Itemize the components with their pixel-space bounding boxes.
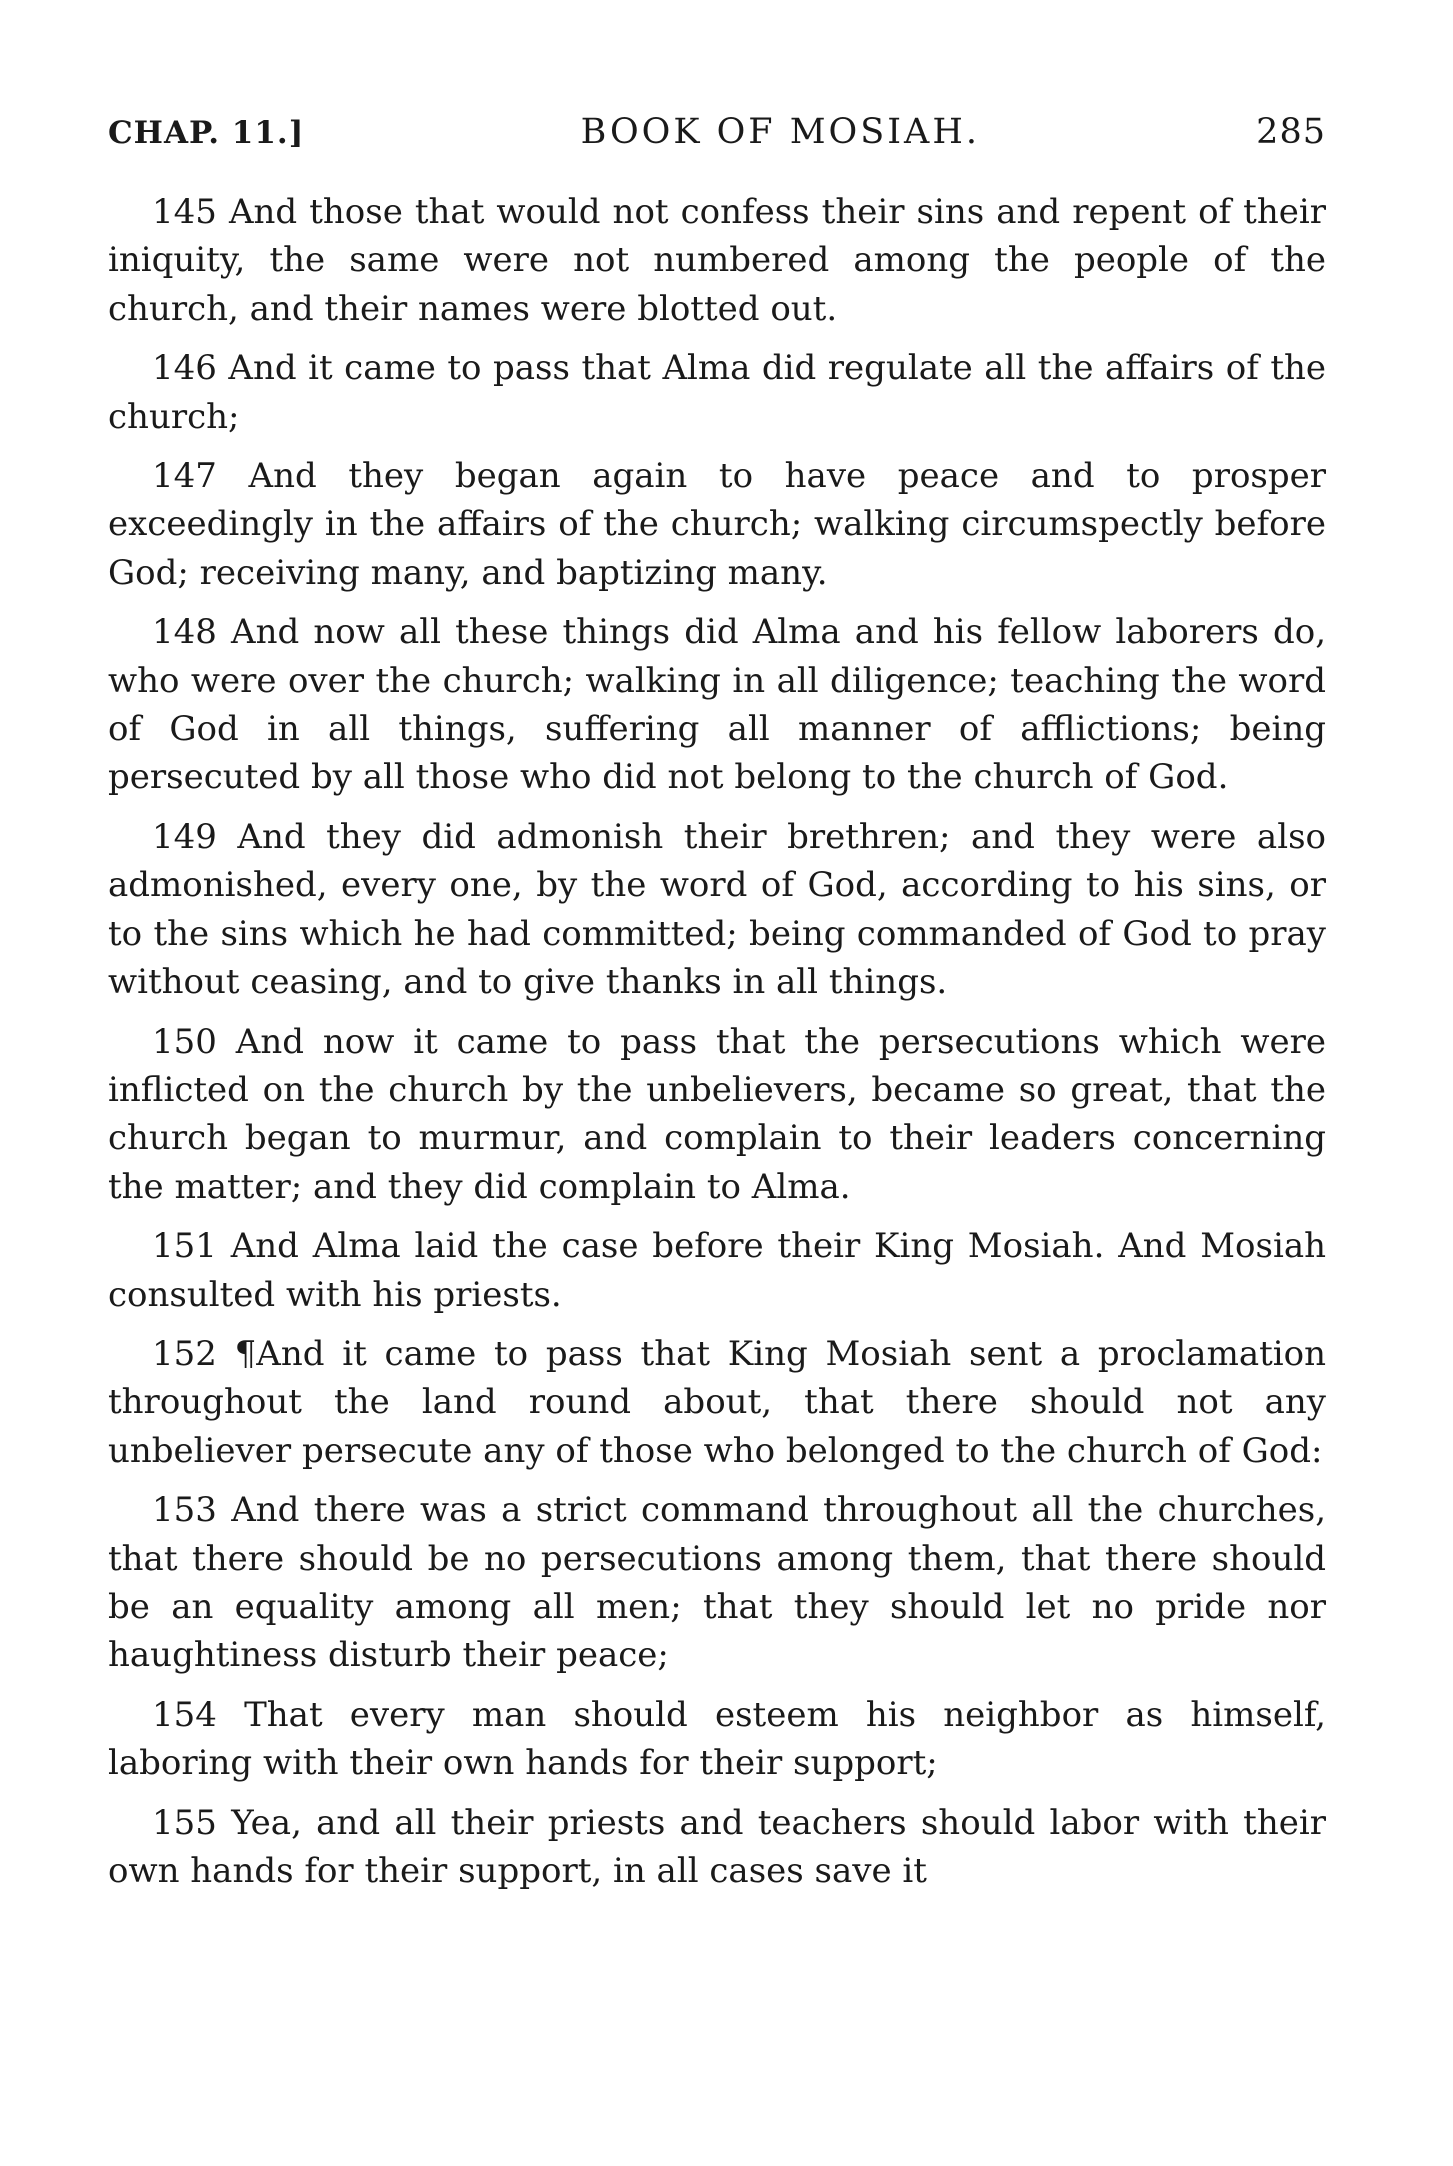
verse-list [108,188,1326,1895]
book-page [108,112,1326,1906]
verse-text: ¶And it came to pass that King Mosiah sent a proclamation throughout the land round about, that there should not any unbeliever persecute any of those who belonged to the church of God: [108,1333,1326,1471]
verse-number: 154 [152,1694,217,1735]
verse-text: And those that would not confess their sins and repent of their iniquity, the same were not numbered among the people of the church, and their names were blotted out. [108,192,1326,329]
page-number: 285 [1256,112,1326,152]
verse-146 [108,344,1326,441]
verse-number: 145 [152,192,217,232]
verse-153 [108,1486,1326,1680]
verse-149 [108,813,1326,1007]
verse-text: Yea, and all their priests and teachers should labor with their own hands for their support, in all cases save it [108,1802,1326,1891]
verse-number: 146 [152,348,217,389]
verse-150 [108,1018,1326,1212]
verse-154 [108,1691,1326,1788]
verse-number: 150 [152,1021,217,1062]
verse-151 [108,1222,1326,1319]
verse-number: 147 [152,456,217,497]
verse-number: 155 [152,1802,217,1843]
verse-number: 149 [152,816,217,857]
book-title: BOOK OF MOSIAH. [580,112,980,152]
verse-text: And now it came to pass that the persecutions which were inflicted on the church by the unbelievers, became so great, that the church began to murmur, and complain to their leaders concerning the matter; and they did complain to Alma. [108,1021,1327,1207]
verse-text: That every man should esteem his neighbor as himself, laboring with their own hands for their support; [108,1694,1326,1784]
verse-147 [108,452,1326,597]
verse-text: And Alma laid the case before their King Mosiah. And Mosiah consulted with his priests. [108,1226,1326,1315]
chapter-label: CHAP. 11.] [108,115,305,151]
running-header [108,112,1326,168]
verse-text: And they did admonish their brethren; and they were also admonished, every one, by the word of God, according to his sins, or to the sins which he had committed; being commanded of God to pray without ceasing, and to give thanks in all things. [108,816,1326,1003]
verse-text: And it came to pass that Alma did regulate all the affairs of the church; [108,348,1327,437]
verse-145 [108,188,1326,333]
verse-155 [108,1799,1326,1896]
verse-148 [108,608,1326,802]
verse-number: 148 [152,612,217,653]
verse-number: 153 [152,1490,217,1531]
verse-number: 151 [152,1226,217,1267]
verse-text: And there was a strict command throughout all the churches, that there should be no persecutions among them, that there should be an equality among all men; that they should let no pride nor haughtiness disturb their peace; [108,1490,1326,1676]
verse-152 [108,1330,1326,1475]
verse-text: And they began again to have peace and to prosper exceedingly in the affairs of the church; walking circumspectly before God; receiving many, and baptizing many. [108,456,1327,593]
verse-text: And now all these things did Alma and his fellow laborers do, who were over the church; walking in all diligence; teaching the word of God in all things, suffering all manner of afflictions; being persecuted by all those who did not belong to the church of God. [108,612,1326,798]
verse-number: 152 [152,1333,217,1374]
